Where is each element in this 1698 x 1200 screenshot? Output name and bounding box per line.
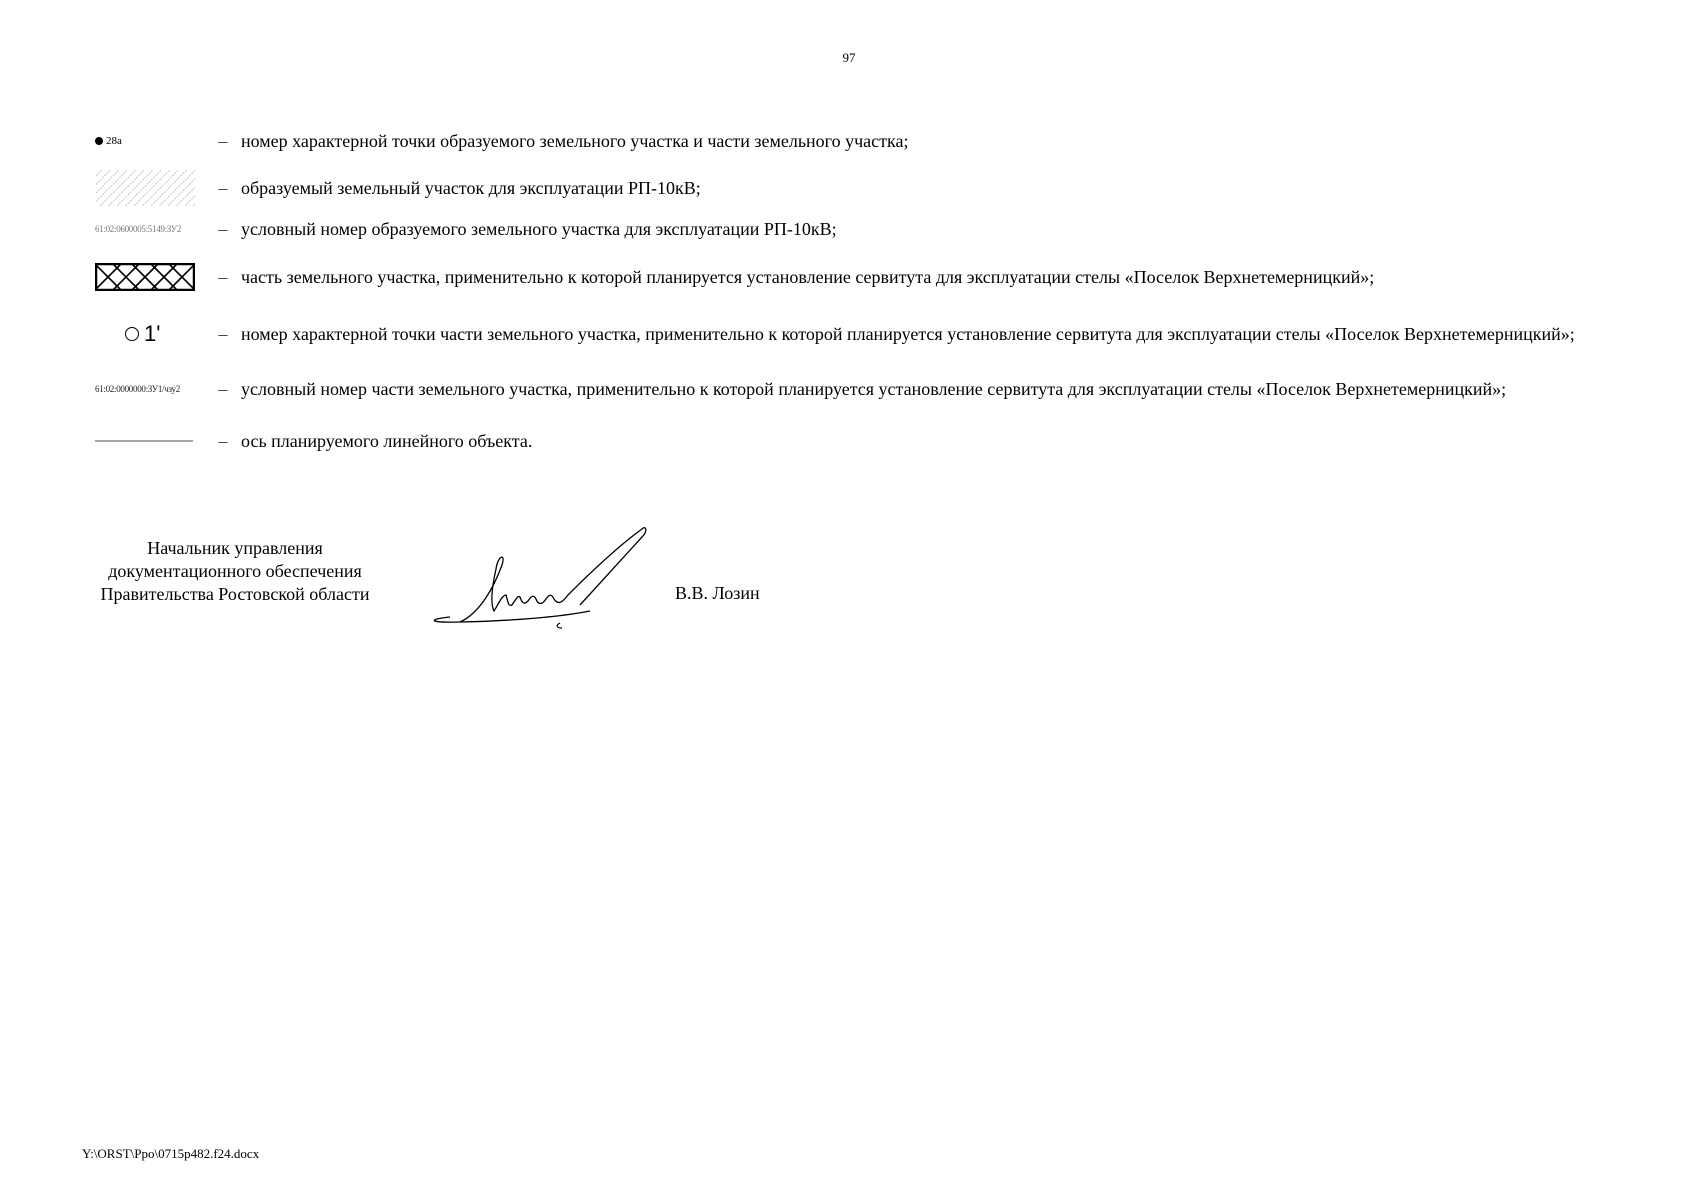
part-number-label: 61:02:0000000:ЗУ1/чзу2 — [95, 384, 180, 394]
point-symbol — [95, 126, 205, 156]
signer-position — [80, 537, 390, 606]
legend-row — [95, 166, 1615, 210]
hatched-area-icon — [95, 168, 195, 208]
dash: – — [218, 323, 228, 344]
hatched-area-symbol — [95, 166, 205, 210]
legend-row — [95, 214, 1615, 244]
circle-point-label: 1' — [144, 321, 161, 346]
parcel-number-label: 61:02:0600005:5149:ЗУ2 — [95, 224, 182, 234]
dash: – — [218, 130, 228, 151]
dash: – — [218, 266, 228, 287]
dash: – — [218, 177, 228, 198]
legend-description: номер характерной точки образуемого земельного участка и части земельного участка; — [241, 131, 909, 151]
signer-position-line: Начальник управления — [147, 538, 323, 558]
legend-description: ось планируемого линейного объекта. — [241, 431, 533, 451]
handwritten-signature — [420, 525, 660, 635]
legend-row — [95, 367, 1615, 411]
part-number-symbol — [95, 367, 205, 411]
legend-description: образуемый земельный участок для эксплуатации РП-10кВ; — [241, 178, 701, 198]
cross-hatched-strip-icon — [95, 263, 195, 291]
circle-icon — [125, 327, 139, 341]
signer-name: В.В. Лозин — [675, 583, 760, 603]
dash: – — [218, 218, 228, 239]
cross-hatched-symbol — [95, 262, 205, 292]
legend-description: условный номер образуемого земельного участка для эксплуатации РП-10кВ; — [241, 219, 837, 239]
axis-line-icon — [95, 438, 195, 444]
legend-description: номер характерной точки части земельного участка, применительно к которой планируется установление сервитута для эксплуатации стелы «Поселок Верхнетемерницкий»; — [241, 324, 1575, 344]
page-number: 97 — [842, 50, 856, 65]
signer-position-line: Правительства Ростовской области — [100, 584, 370, 604]
circle-point — [125, 321, 160, 347]
dash: – — [218, 430, 228, 451]
file-path: Y:\ORST\Ppo\0715p482.f24.docx — [82, 1146, 260, 1161]
signer-position-line: документационного обеспечения — [108, 561, 362, 581]
dash: – — [218, 378, 228, 399]
legend-row — [95, 426, 1615, 456]
parcel-number-symbol — [95, 214, 205, 244]
legend-row — [95, 262, 1615, 292]
point-dot-icon — [95, 137, 103, 145]
legend-description: условный номер части земельного участка, применительно к которой планируется установление сервитута для эксплуатации стелы «Поселок Верхнетемерницкий»; — [241, 379, 1507, 399]
legend-row — [95, 312, 1615, 356]
legend-description: часть земельного участка, применительно к которой планируется установление сервитута для эксплуатации стелы «Поселок Верхнетемерницкий»; — [241, 267, 1375, 287]
point-label: 28а — [106, 135, 122, 147]
legend-row — [95, 126, 1615, 156]
circle-point-symbol — [95, 312, 205, 356]
axis-line-symbol — [95, 426, 205, 456]
